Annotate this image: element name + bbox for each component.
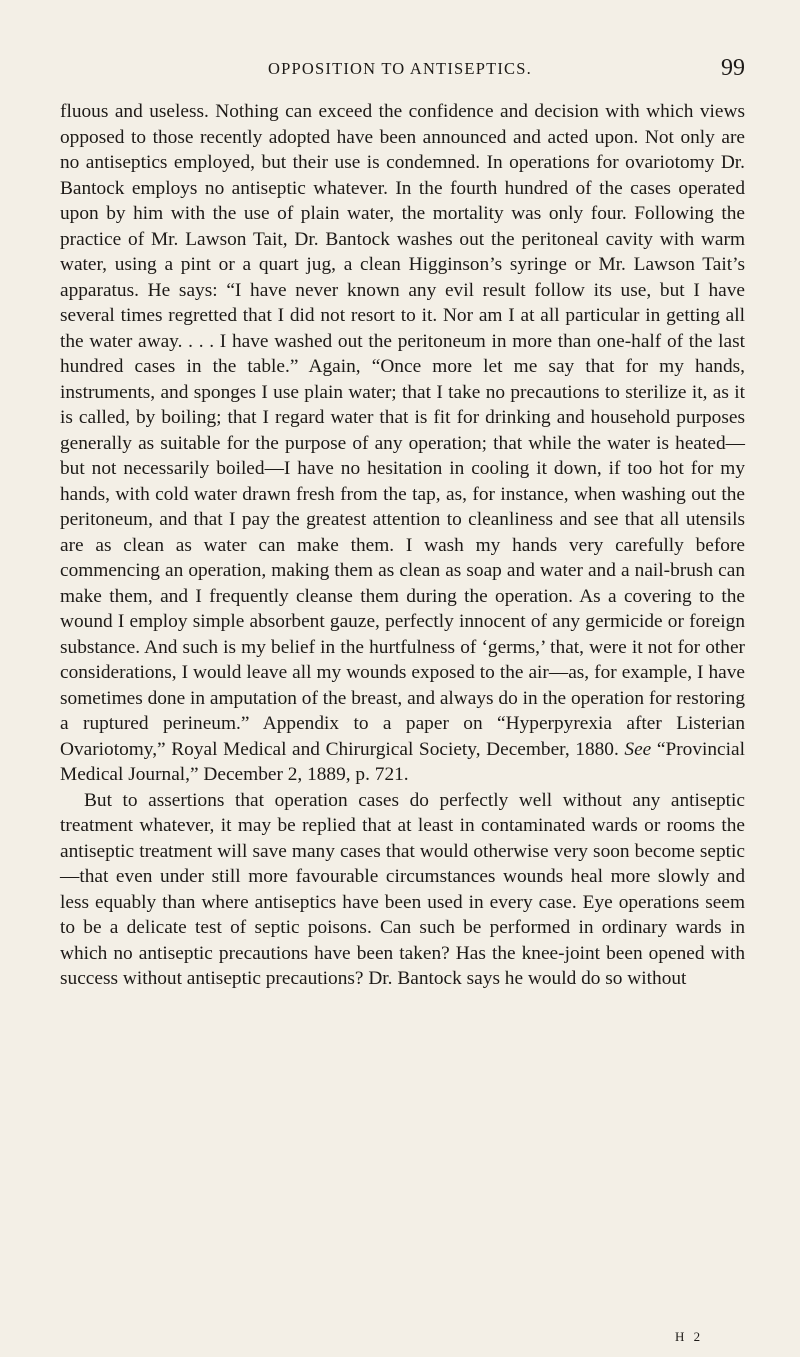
paragraph-1 [60, 99, 745, 788]
paragraph-1-text: fluous and useless. Nothing can exceed the confidence and decision with which views opposed to those recently adopted have been announced and acted upon. Not only are no antiseptics employed, but their use is condemned. In operations for ovariotomy Dr. Bantock employs no antiseptic whatever. In the fourth hundred of the cases operated upon by him with the use of plain water, the mortality was only four. Following the practice of Mr. Lawson Tait, Dr. Bantock washes out the peritoneal cavity with warm water, using a pint or a quart jug, a clean Higginson’s syringe or Mr. Lawson Tait’s apparatus. He says: “I have never known any evil result follow its use, but I have several times regretted that I did not resort to it. Nor am I at all particular in getting all the water away. . . . I have washed out the peritoneum in more than one-half of the last hundred cases in the table.” Again, “Once more let me say that for my hands, instruments, and sponges I use plain water; that I take no precautions to sterilize it, as it is called, by boiling; that I regard water that is fit for drinking and household purposes generally as suitable for the purpose of any operation; that while the water is heated—but not necessarily boiled—I have no hesitation in cooling it down, if too hot for my hands, with cold water drawn fresh from the tap, as, for instance, when washing out the peritoneum, and that I pay the greatest attention to cleanliness and see that all utensils are as clean as water can make them. I wash my hands very carefully before commencing an operation, making them as clean as soap and water and a nail-brush can make them, and I frequently cleanse them during the operation. As a covering to the wound I employ simple absorbent gauze, perfectly innocent of any germicide or foreign substance. And such is my belief in the hurtfulness of ‘germs,’ that, were it not for other considerations, I would leave all my wounds exposed to the air—as, for example, I have sometimes done in amputation of the breast, and always do in the operation for restoring a ruptured perineum.” Appendix to a paper on “Hyperpyrexia after Listerian Ovariotomy,” Royal Medical and Chirurgical Society, December, 1880. [60, 101, 745, 760]
see-reference: See [624, 738, 652, 760]
signature-mark: H 2 [675, 1329, 704, 1344]
paragraph-2: But to assertions that operation cases do perfectly well without any antiseptic treatment whatever, it may be replied that at least in contaminated wards or rooms the antiseptic treatment will save many cases that would otherwise very soon become septic—that even under still more favourable circumstances wounds heal more slowly and less equably than where antiseptics have been used in every case. Eye operations seem to be a delicate test of septic poisons. Can such be performed in ordinary wards in which no antiseptic precautions have been taken? Has the knee-joint been opened with success without antiseptic precautions? Dr. Bantock says he would do so without [60, 789, 745, 989]
running-head: OPPOSITION TO ANTISEPTICS. [268, 59, 532, 78]
paragraph-1-citation: “Provincial Medical Journal,” December 2, 1889, p. 721. [60, 738, 745, 785]
page-header [55, 55, 745, 85]
page-number: 99 [721, 55, 745, 81]
body-text [60, 99, 745, 992]
